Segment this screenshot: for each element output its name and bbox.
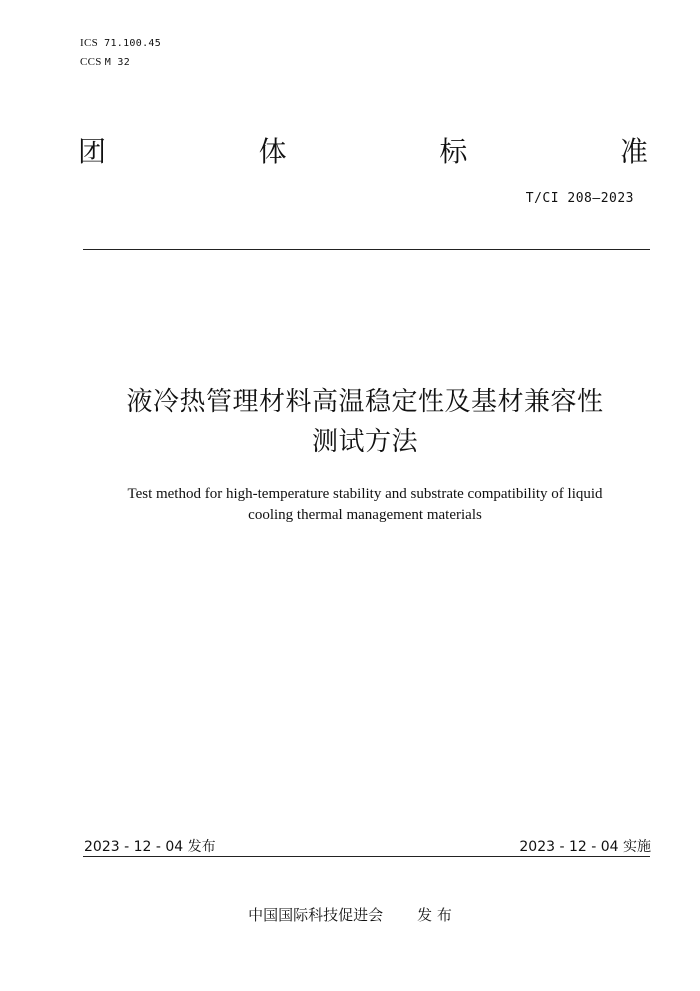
document-title-en: [85, 484, 645, 526]
standard-type-char: 准: [619, 135, 648, 168]
ics-code: [80, 34, 161, 53]
issuer-action: 发 布: [417, 906, 452, 924]
document-title-cn: [60, 382, 670, 462]
standard-type-char: 团: [78, 135, 107, 168]
ccs-code: [80, 53, 161, 72]
title-cn-line2: 测试方法: [311, 427, 418, 457]
issuer-org: 中国国际科技促进会: [248, 906, 384, 924]
standard-type-char: 标: [439, 135, 468, 168]
title-en-line1: Test method for high-temperature stability and substrate compatibility of liquid: [127, 486, 603, 502]
standard-type-heading: [78, 134, 648, 170]
ccs-label: CCS: [80, 56, 102, 68]
implement-date: 2023 - 12 - 04 实施: [519, 839, 651, 855]
standard-type-char: 体: [258, 135, 287, 168]
top-divider: [83, 249, 650, 250]
publish-date: 2023 - 12 - 04 发布: [84, 839, 216, 855]
bottom-divider: [83, 856, 650, 857]
title-en-line2: cooling thermal management materials: [248, 507, 482, 523]
ics-value: 71.100.45: [104, 38, 162, 49]
title-cn-line1: 液冷热管理材料高温稳定性及基材兼容性: [126, 387, 604, 417]
issuer-line: [0, 904, 700, 925]
standard-number: T/CI 208—2023: [525, 191, 634, 206]
ccs-value: M 32: [104, 57, 131, 68]
classification-codes: [80, 34, 161, 72]
ics-label: ICS: [80, 37, 99, 49]
